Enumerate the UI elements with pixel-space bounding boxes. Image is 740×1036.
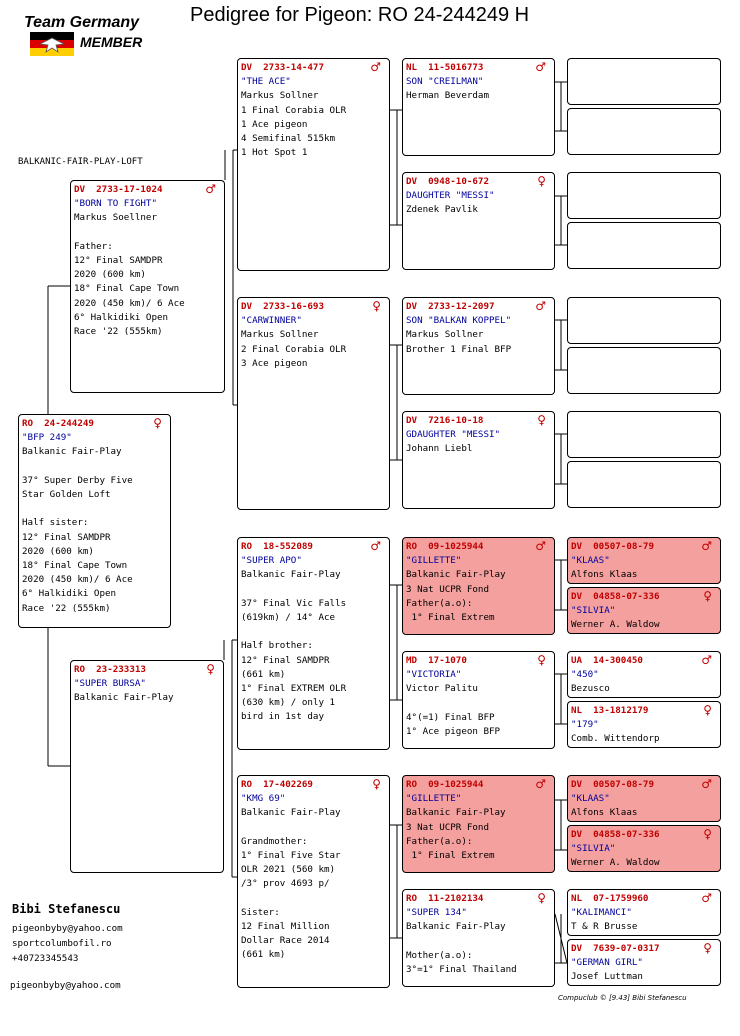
ring-number: DV 2733-12-2097 [406,301,495,312]
male-icon: ♂ [205,182,216,196]
info-line [22,502,167,516]
info-line: (630 km) / only 1 [241,697,336,709]
female-icon: ♀ [206,662,215,676]
male-icon: ♂ [535,60,546,74]
ring-number: NL 13-1812179 [571,705,649,716]
info-line [241,583,386,597]
info-line: Josef Luttman [571,971,643,983]
breeder-email[interactable]: pigeonbyby@yahoo.com [12,923,123,934]
info-line: 1° Final EXTREM OLR [241,683,347,695]
info-line: Victor Palitu [406,683,478,695]
info-line: 37° Final Vic Falls [241,597,347,609]
female-icon: ♀ [703,827,712,841]
ring-number: DV 7639-07-0317 [571,943,660,954]
male-icon: ♂ [370,539,381,553]
info-line: 2020 (600 km) [74,269,146,281]
info-line: 2 Final Corabia OLR [241,343,347,355]
male-icon: ♂ [535,299,546,313]
info-line [74,226,221,240]
info-line: Balkanic Fair-Play [406,807,506,819]
info-line: 2020 (450 km)/ 6 Ace [74,297,185,309]
pigeon-name: "THE ACE" [241,76,291,88]
ring-number: RO 24-244249 [22,418,94,429]
pigeon-card-subject[interactable] [18,414,171,628]
ring-number: NL 07-1759960 [571,893,649,904]
info-line: Balkanic Fair-Play [22,446,122,458]
info-line: 12° Final SAMDPR [74,255,163,267]
pigeon-card-ffm[interactable] [402,172,555,270]
female-icon: ♀ [372,299,381,313]
info-line: 37° Super Derby Five [22,474,133,486]
male-icon: ♂ [701,653,712,667]
info-line: 6° Halkidiki Open [74,311,169,323]
info-line: 18° Final Cape Town [74,283,180,295]
female-icon: ♀ [537,413,546,427]
pigeon-name: "SUPER BURSA" [74,678,146,690]
info-line: Half brother: [241,640,313,652]
info-line: bird in 1st day [241,711,324,723]
male-icon: ♂ [701,891,712,905]
info-line [22,460,167,474]
pigeon-name: "KALIMANCI" [571,907,632,919]
pigeon-card-mmfm[interactable] [567,825,721,872]
female-icon: ♀ [537,174,546,188]
female-icon: ♀ [703,703,712,717]
female-icon: ♀ [703,589,712,603]
loft-name: BALKANIC-FAIR-PLAY-LOFT [18,157,143,167]
info-line: 6° Halkidiki Open [22,588,117,600]
info-line: Markus Sollner [241,329,319,341]
ring-number: DV 04858-07-336 [571,829,660,840]
pigeon-card-mfm[interactable] [402,651,555,749]
pigeon-name: SON "CREILMAN" [406,76,484,88]
info-line: (661 km) [241,949,286,961]
team-germany-label: Team Germany [24,14,140,31]
info-line: Markus Soellner [74,212,157,224]
info-line: 4 Semifinal 515km [241,133,336,145]
info-line: Alfons Klaas [571,569,638,581]
female-icon: ♀ [372,777,381,791]
info-line: T & R Brusse [571,921,638,933]
ring-number: RO 09-1025944 [406,779,484,790]
info-line: (619km) / 14° Ace [241,612,336,624]
pigeon-name: "KMG 69" [241,793,286,805]
ring-number: RO 09-1025944 [406,541,484,552]
info-line: 1° Final Extrem [406,612,495,624]
pigeon-name: "450" [571,669,599,681]
pigeon-card-mmm[interactable] [402,889,555,987]
software-credit: Compuclub © [9.43] Bibi Stefanescu [558,994,687,1002]
info-line: Grandmother: [241,835,308,847]
info-line: Half sister: [22,517,89,529]
info-line: 12° Final SAMDPR [22,531,111,543]
pigeon-name: "BFP 249" [22,432,72,444]
info-line: Werner A. Waldow [571,857,660,869]
pigeon-card-mff[interactable] [402,537,555,635]
ring-number: DV 7216-10-18 [406,415,484,426]
page-title: Pedigree for Pigeon: RO 24-244249 H [190,4,530,26]
ring-number: DV 00507-08-79 [571,779,654,790]
ring-number: RO 17-402269 [241,779,313,790]
pigeon-card-mm[interactable] [237,775,390,988]
info-line: Balkanic Fair-Play [241,569,341,581]
ring-number: MD 17-1070 [406,655,467,666]
pigeon-name: SON "BALKAN KOPPEL" [406,315,512,327]
pigeon-card-mffm[interactable] [567,587,721,634]
pigeon-card-mmmf[interactable] [567,889,721,936]
info-line: 2020 (600 km) [22,545,94,557]
pigeon-name: "GILLETTE" [406,555,462,567]
empty-card[interactable] [567,58,721,105]
info-line [406,935,551,949]
info-line: 2020 (450 km)/ 6 Ace [22,574,133,586]
info-line: 3°=1° Final Thailand [406,964,517,976]
breeder-phone: +40723345543 [12,953,79,964]
info-line: Markus Sollner [406,329,484,341]
pigeon-card-fm[interactable] [237,297,390,510]
ring-number: DV 0948-10-672 [406,176,489,187]
info-line [241,625,386,639]
info-line: Comb. Wittendorp [571,733,660,745]
female-icon: ♀ [153,416,162,430]
ring-number: NL 11-5016773 [406,62,484,73]
empty-card[interactable] [567,172,721,219]
empty-card[interactable] [567,222,721,269]
pigeon-name: "179" [571,719,599,731]
pigeon-name: "KLAAS" [571,793,610,805]
info-line: OLR 2021 (560 km) [241,864,336,876]
info-line: 1 Hot Spot 1 [241,147,308,159]
breeder-website[interactable]: sportcolumbofil.ro [12,938,112,949]
info-line: 3 Nat UCPR Fond [406,821,489,833]
info-line: Markus Sollner [241,90,319,102]
pigeon-card-fff[interactable] [402,58,555,156]
pigeon-card-mfmm[interactable] [567,701,721,748]
pigeon-card-mmff[interactable] [567,775,721,822]
info-line: Balkanic Fair-Play [406,569,506,581]
male-icon: ♂ [701,777,712,791]
empty-card[interactable] [567,347,721,394]
female-icon: ♀ [537,653,546,667]
info-line: 12 Final Million [241,921,330,933]
male-icon: ♂ [535,777,546,791]
pigeon-card-fmf[interactable] [402,297,555,395]
info-line: Dollar Race 2014 [241,935,330,947]
info-line: Star Golden Loft [22,489,111,501]
info-line: 3 Nat UCPR Fond [406,583,489,595]
pigeon-card-father[interactable] [70,180,225,393]
breeder-name: Bibi Stefanescu [12,902,121,916]
pigeon-name: "GERMAN GIRL" [571,957,643,969]
info-line: 1° Final Extrem [406,850,495,862]
ring-number: DV 2733-16-693 [241,301,324,312]
empty-card[interactable] [567,108,721,155]
info-line: 1 Ace pigeon [241,118,308,130]
info-line [241,892,386,906]
info-line: Father(a.o): [406,597,473,609]
info-line: Balkanic Fair-Play [406,921,506,933]
info-line: Father(a.o): [406,835,473,847]
info-line: 1° Final Five Star [241,850,341,862]
info-line: 18° Final Cape Town [22,560,128,572]
pigeon-name: "BORN TO FIGHT" [74,198,157,210]
ring-number: RO 23-233313 [74,664,146,675]
info-line: 12° Final SAMDPR [241,654,330,666]
pigeon-card-mf[interactable] [237,537,390,750]
pigeon-name: GDAUGHTER "MESSI" [406,429,501,441]
info-line: Balkanic Fair-Play [241,807,341,819]
info-line: Race '22 (555km) [22,602,111,614]
info-line: Mother(a.o): [406,949,473,961]
info-line: Alfons Klaas [571,807,638,819]
info-line: Herman Beverdam [406,90,489,102]
male-icon: ♂ [701,539,712,553]
empty-card[interactable] [567,297,721,344]
empty-card[interactable] [567,411,721,458]
female-icon: ♀ [703,941,712,955]
pigeon-name: "SUPER 134" [406,907,467,919]
info-line: /3° prov 4693 p/ [241,878,330,890]
pigeon-name: DAUGHTER "MESSI" [406,190,495,202]
male-icon: ♂ [535,539,546,553]
pigeon-card-mfmf[interactable] [567,651,721,698]
info-line: 3 Ace pigeon [241,357,308,369]
ring-number: RO 11-2102134 [406,893,484,904]
pigeon-name: "GILLETTE" [406,793,462,805]
ring-number: DV 2733-17-1024 [74,184,163,195]
info-line: Father: [74,240,113,252]
female-icon: ♀ [537,891,546,905]
info-line: Sister: [241,906,280,918]
info-line: Race '22 (555km) [74,326,163,338]
breeder-email-secondary[interactable]: pigeonbyby@yahoo.com [10,980,121,991]
empty-card[interactable] [567,461,721,508]
pigeon-card-mmf[interactable] [402,775,555,873]
male-icon: ♂ [370,60,381,74]
pigeon-card-fmm[interactable] [402,411,555,509]
ring-number: RO 18-552089 [241,541,313,552]
member-label: MEMBER [80,34,143,50]
info-line: 4°(=1) Final BFP [406,711,495,723]
info-line: 1 Final Corabia OLR [241,104,347,116]
pigeon-name: "VICTORIA" [406,669,462,681]
info-line: Brother 1 Final BFP [406,343,512,355]
info-line: Johann Liebl [406,443,473,455]
ring-number: DV 00507-08-79 [571,541,654,552]
info-line: Zdenek Pavlik [406,204,478,216]
pigeon-name: "SILVIA" [571,605,616,617]
ring-number: DV 04858-07-336 [571,591,660,602]
pigeon-card-mmmm[interactable] [567,939,721,986]
info-line: Balkanic Fair-Play [74,692,174,704]
pigeon-name: "SILVIA" [571,843,616,855]
pigeon-card-mother[interactable] [70,660,224,873]
pigeon-name: "CARWINNER" [241,315,302,327]
ring-number: DV 2733-14-477 [241,62,324,73]
pigeon-card-mfff[interactable] [567,537,721,584]
pigeon-name: "SUPER APO" [241,555,302,567]
info-line [406,697,551,711]
pigeon-name: "KLAAS" [571,555,610,567]
info-line: Bezusco [571,683,610,695]
pigeon-card-ff[interactable] [237,58,390,271]
info-line: Werner A. Waldow [571,619,660,631]
info-line: 1° Ace pigeon BFP [406,726,501,738]
info-line: (661 km) [241,668,286,680]
ring-number: UA 14-300450 [571,655,643,666]
info-line [241,821,386,835]
